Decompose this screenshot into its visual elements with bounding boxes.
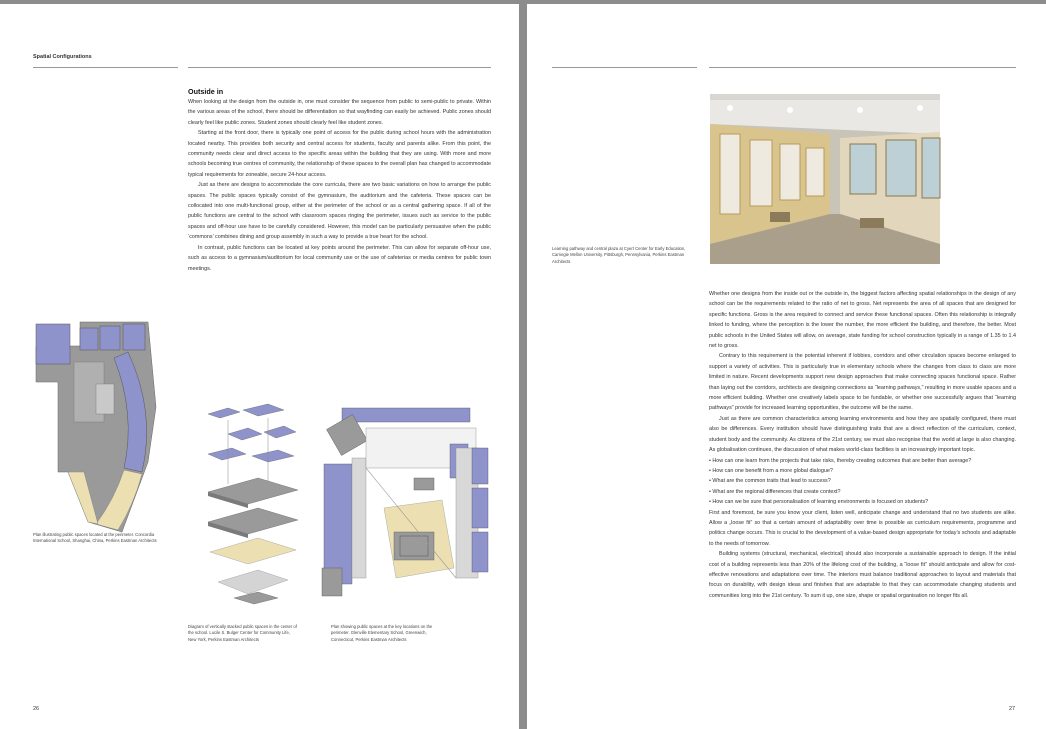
header-rule — [709, 67, 1016, 68]
caption-photo: Learning pathway and central plaza at Cyert Center for Early Education, Carnegie Mellon University, Pittsburgh, Pennsylvania, Perkins Eastman Architects — [552, 246, 686, 264]
section-heading: Outside in — [188, 87, 224, 96]
header-rule — [188, 67, 491, 68]
header-rule — [33, 67, 178, 68]
list-item: • How can one learn from the projects that take risks, thereby creating outcomes that are better than average? — [709, 456, 1016, 466]
list-item: • What are the regional differences that create context? — [709, 487, 1016, 497]
paragraph: When looking at the design from the outside in, one must consider the sequence from public to semi-public to private. Within the various areas of the school, there should be differentiation so that wayfinding can easily be achieved. Public zones should clearly feel like public zones. Student zones should clearly feel like student zones. — [188, 99, 491, 126]
learning-pathway-photo — [710, 94, 940, 264]
list-item: • What are the common traits that lead to success? — [709, 476, 1016, 486]
page-number: 26 — [33, 706, 40, 712]
right-body-text — [709, 289, 1016, 601]
paragraph: Starting at the front door, there is typically one point of access for the public during school hours with the administration located nearby. This provides both security and central access for students, faculty and parents alike. From this point, the community needs clear and direct access to the specific areas within the building that they are using. With more and more schools becoming true centres of community, the relationship of these spaces to the overall plan has changed to accommodate typical requirements for zoneable, secure 24-hour access. — [188, 130, 491, 178]
header-rule — [552, 67, 697, 68]
caption-key-locations-plan: Plan showing public spaces at the key locations on the perimeter. Glenville Elementary School, Greenwich, Connecticut, Perkins Eastman Architects — [331, 624, 433, 642]
left-body-text — [188, 97, 491, 274]
paragraph: Contrary to this requirement is the potential inherent if lobbies, corridors and other circulation spaces become enlarged to support a variety of activities. This is particularly true in elementary schools where the changes from class to class are more limited in nature. Recent developments support new design approaches that make connecting spaces functional space. Rather than laying out the corridors, architects are designing connections as “learning pathways,” resulting in more usable spaces and a more efficient building. Whether one creatively labels space to be fundable, or whether one successfully argues that “learning pathways” provide for increased learning opportunities, the outcome will be the same. — [709, 353, 1016, 412]
paragraph: In contrast, public functions can be located at key points around the perimeter. This can allow for separate off-hour use, such as access to a gymnasium/auditorium for local community use or the use of cafeterias or media centres for public town meetings. — [188, 244, 491, 272]
key-locations-plan-figure — [322, 408, 512, 598]
paragraph: Just as there are common characteristics among learning environments and how they are spatially configured, there must also be differences. Every institution should have distinguishing traits that are a direct reflection of the curriculum, context, student body and the community. As citizens of the 21st century, we must also recognise that the world at large is also changing. As globalisation continues, the discussion of what makes world-class facilities is an increasingly important topic. — [709, 415, 1016, 454]
paragraph: First and foremost, be sure you know your client, listen well, anticipate change and understand that no two students are alike. Allow a „loose fit” so that a certain amount of adaptability over time is possible as curriculum requirements, programme and politics change occurs. This is crucial to the development of a value-based design appropriate for today’s schools and adaptable to the needs of tomorrow. — [709, 509, 1016, 547]
right-page — [527, 4, 1046, 729]
paragraph: Just as there are designs to accommodate the core curricula, there are two basic variations on how to arrange the public spaces. The public spaces typically consist of the gymnasium, the auditorium and the cafeteria. These spaces can be collocated into one multi-functional group, either at the perimeter of the school or as a central gathering space. If all of the public functions are central to the school with classroom spaces ringing the perimeter, issues such as service to the public spaces and off-hour use have to be carefully considered. However, this model can be particularly persuasive when the public ‘commons’ combines dining and group assembly in such a way to provide a true heart for the school. — [188, 182, 491, 241]
paragraph: Whether one designs from the inside out or the outside in, the biggest factors affecting spatial relationships in the design of any school can be the requirements related to the ratio of net to gross. Net represents the area of all spaces that are designed for specific functions. Gross is the area required to connect and service these functional spaces. Often this relationship is integrally linked to funding, where the perception is the lower the number, the more efficient the building, and therefore, the better. Most public schools in the United States will allow, on average, state funding for school construction typically in a range of 1.35 to 1.4 net to gross. — [709, 291, 1016, 350]
caption-perimeter-plan: Plan illustrating public spaces located at the perimeter. Concordia International School, Shanghai, China, Perkins Eastman Architects — [33, 532, 157, 544]
running-head: Spatial Configurations — [33, 54, 92, 60]
list-item: • How can we be sure that personalisation of learning environments is focused on students? — [709, 497, 1016, 507]
question-list — [709, 456, 1016, 508]
paragraph: Building systems (structural, mechanical, electrical) should also incorporate a sustainable approach to design. If the initial cost of a building represents less than 20% of the lifelong cost of the building, a “loose fit” should anticipate and allow for cost-effective renovations and adaptations over time. The interiors must balance traditional approaches to layout and materials that focus on durability, with design ideas and finishes that are adaptable to that they can accommodate changing students and communities long into the 21st century. To sum it up, one size, shape or spatial organisation no longer fits all. — [709, 551, 1016, 599]
list-item: • How can one benefit from a more global dialogue? — [709, 466, 1016, 476]
stacked-diagram-figure — [188, 404, 312, 612]
perimeter-plan-figure — [28, 322, 178, 532]
left-page — [0, 4, 519, 729]
caption-stacked-diagram: Diagram of vertically stacked public spaces in the center of the school. Lucile S. Bulger Center for Community Life, New York, Perkins Eastman Architects — [188, 624, 297, 642]
page-number: 27 — [1009, 706, 1016, 712]
